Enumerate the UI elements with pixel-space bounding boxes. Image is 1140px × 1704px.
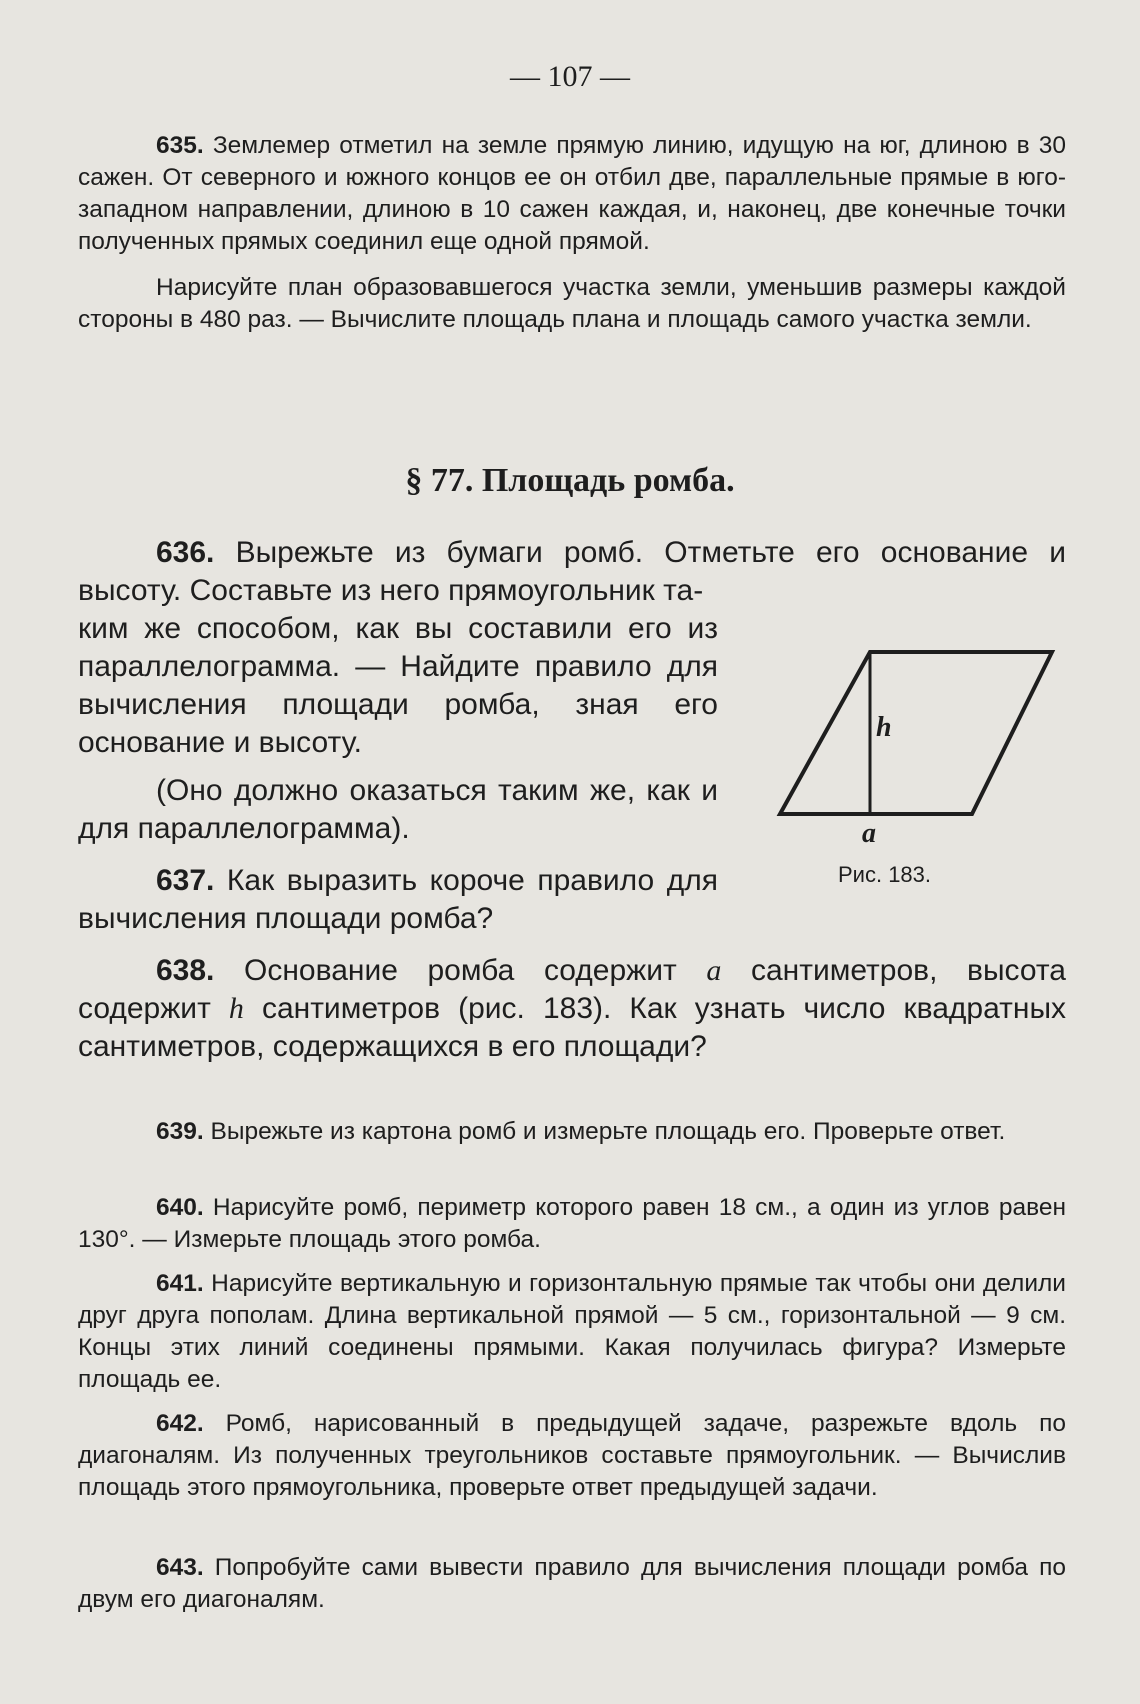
problem-636-text: ким же способом, как вы составили его из параллелограмма. — Найдите правило для вычисления площади ромба, зная его основание и высоту. [78,612,718,759]
problem-number: 635. [156,132,204,159]
problem-636-first-line [78,534,1066,610]
problem-639-text [78,1116,1066,1148]
problem-text: Попробуйте сами вывести правило для вычисления площади ромба по двум его диагоналям. [78,1554,1066,1613]
problem-number: 638. [156,954,215,987]
problem-635 [78,130,1066,336]
rhombus-figure [770,636,1080,896]
problem-text: Вырежьте из картона ромб и измерьте площадь его. Проверьте ответ. [203,1118,1006,1145]
variable-a: a [706,954,722,987]
label-h: h [876,712,892,743]
rhombus-shape [780,652,1052,814]
problem-number: 643. [156,1554,204,1581]
problem-number: 640. [156,1194,204,1221]
problem-641 [78,1268,1066,1396]
variable-h: h [228,992,244,1025]
problem-639 [78,1116,1066,1148]
problem-text: Нарисуйте ромб, периметр которого равен 18 см., а один из углов равен 130°. — Измерьте площадь этого ромба. [78,1194,1066,1253]
problem-text: Ромб, нарисованный в предыдущей задаче, разрежьте вдоль по диагоналям. Из полученных треугольников составьте прямоугольник. — Вычислив площадь этого прямоугольника, проверьте ответ предыдущей задачи. [78,1410,1066,1501]
problem-635-text [78,130,1066,258]
problem-637-text [78,862,718,938]
problem-number: 639. [156,1118,204,1145]
problem-642 [78,1408,1066,1504]
problem-643-text [78,1552,1066,1616]
problem-638-text [78,952,1066,1066]
problem-640-text [78,1192,1066,1256]
problem-text: Как выразить короче правило для вычисления площади ромба? [78,864,718,935]
figure-caption: Рис. 183. [838,862,932,887]
label-a: a [862,818,876,849]
problem-text: Нарисуйте вертикальную и горизонтальную прямые так чтобы они делили друг друга пополам. Длина вертикальной прямой — 5 см., горизонтальной — 9 см. Концы этих линий соединены прямыми. Какая получилась фигура? Измерьте площадь ее. [78,1270,1066,1393]
problem-636-note: (Оно должно оказаться таким же, как и для параллелограмма). [78,774,718,845]
problem-643 [78,1552,1066,1616]
problem-text: сантиметров (рис. 183). Как узнать число квадратных сантиметров, содержащихся в его площади? [78,992,1067,1063]
section-heading: § 77. Площадь ромба. [405,462,735,499]
problem-number: 636. [156,536,215,569]
problem-636-continued [78,610,718,938]
problem-635-task: Нарисуйте план образовавшегося участка земли, уменьшив размеры каждой стороны в 480 раз. — Вычислите площадь плана и площадь самого участка земли. [78,274,1066,333]
problem-number: 637. [156,864,215,897]
problem-text: сантиметров, высота содержит [78,954,1066,1025]
problem-641-text [78,1268,1066,1396]
problem-text: Вырежьте из бумаги ромб. Отметьте его основание и высоту. Составьте из него прямоугольник та- [78,536,1066,607]
problem-number: 642. [156,1410,204,1437]
problem-640 [78,1192,1066,1256]
problem-642-text [78,1408,1066,1504]
problem-text: Землемер отметил на земле прямую линию, идущую на юг, длиною в 30 сажен. От северного и южного концов ее он отбил две, параллельные прямые в юго-западном направлении, длиною в 10 сажен каждая, и, наконец, две конечные точки полученных прямых соединил еще одной прямой. [78,132,1066,255]
problem-number: 641. [156,1270,204,1297]
page-number: — 107 — [510,60,630,93]
problem-638 [78,952,1066,1066]
problem-text: Основание ромба содержит [214,954,707,987]
problem-636 [78,534,1066,610]
